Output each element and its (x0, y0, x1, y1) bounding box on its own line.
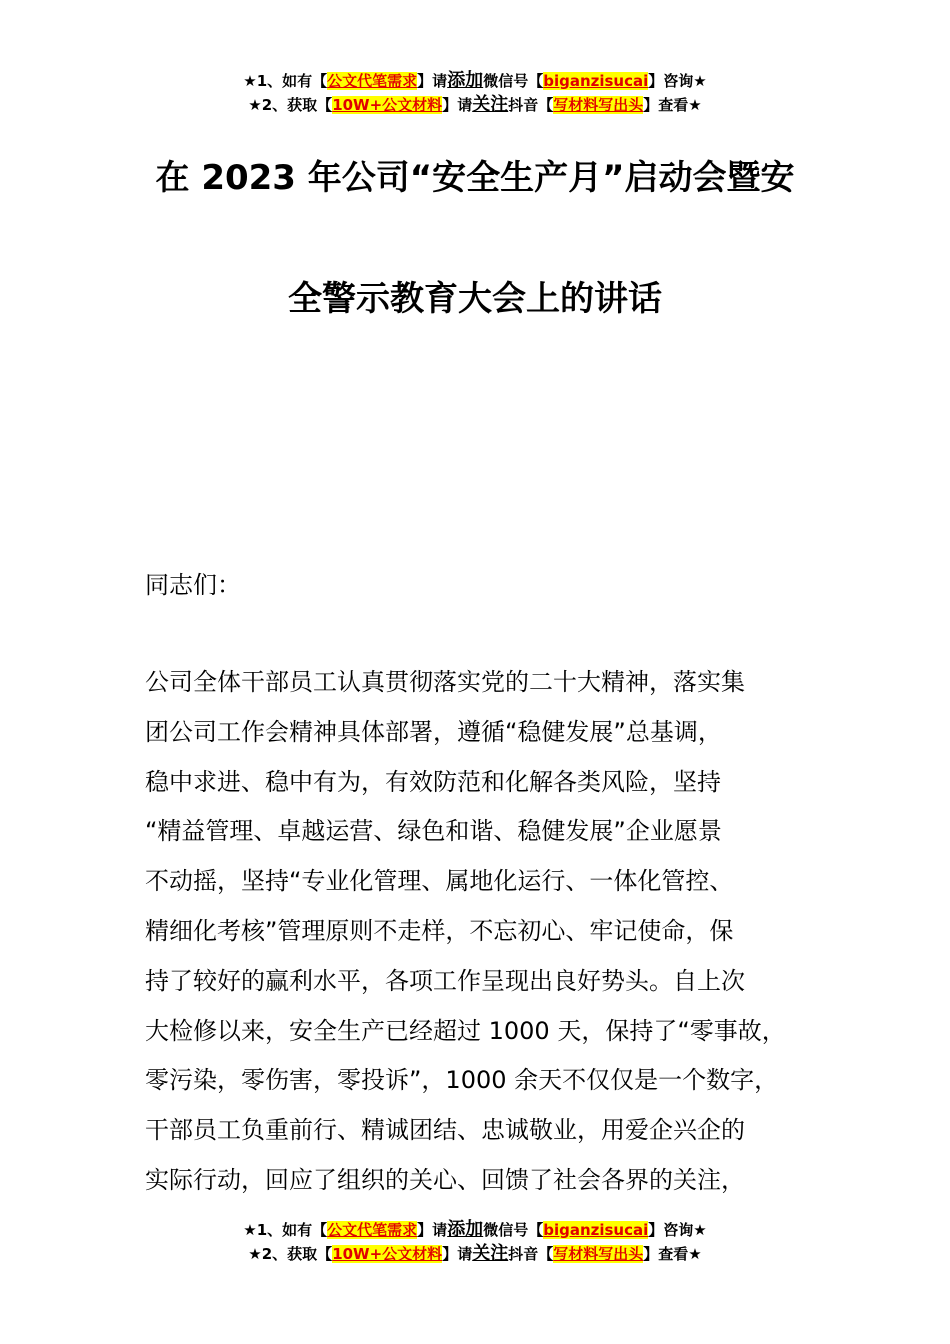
douyin-id: 写材料写出头 (553, 1245, 644, 1263)
body-line: 稳中求进、稳中有为，有效防范和化解各类风险，坚持 (145, 767, 721, 796)
banner-text: 抖音【 (508, 1245, 554, 1263)
title-line-1: 在 2023 年公司“安全生产月”启动会暨安 (155, 158, 795, 198)
banner-text: 】查看★ (643, 96, 702, 114)
wechat-id: biganzisucai (543, 1221, 649, 1239)
emphasis-text: 关注 (472, 94, 509, 115)
body-line: 不动摇，坚持“专业化管理、属地化运行、一体化管控、 (145, 867, 734, 896)
body-line: 大检修以来，安全生产已经超过 1000 天，保持了“零事故， (145, 1016, 786, 1045)
highlight-text: 10W+公文材料 (332, 1245, 443, 1263)
title-line-2: 全警示教育大会上的讲话 (288, 279, 662, 319)
body-line: 零污染，零伤害，零投诉”，1000 余天不仅仅是一个数字， (145, 1066, 779, 1095)
banner-text: 】请 (417, 1221, 448, 1239)
body-line: 干部员工负重前行、精诚团结、忠诚敬业，用爱企兴企的 (145, 1116, 745, 1145)
banner-text: ★2、获取【 (248, 1245, 333, 1263)
banner-text: 】请 (442, 1245, 473, 1263)
banner-text: ★1、如有【 (243, 72, 328, 90)
header-banner (0, 69, 950, 117)
body-text (145, 658, 786, 1206)
body-line: “精益管理、卓越运营、绿色和谐、稳健发展”企业愿景 (145, 817, 722, 846)
footer-banner (0, 1218, 950, 1266)
banner-line-2 (0, 93, 950, 117)
highlight-text: 公文代笔需求 (327, 72, 418, 90)
body-line: 实际行动，回应了组织的关心、回馈了社会各界的关注， (145, 1165, 745, 1194)
banner-text: 】查看★ (643, 1245, 702, 1263)
emphasis-text: 添加 (447, 1219, 484, 1240)
banner-text: 微信号【 (483, 1221, 544, 1239)
highlight-text: 10W+公文材料 (332, 96, 443, 114)
banner-text: 】请 (417, 72, 448, 90)
body-line: 持了较好的赢利水平，各项工作呈现出良好势头。自上次 (145, 966, 745, 995)
banner-line-1 (0, 69, 950, 93)
banner-text: ★1、如有【 (243, 1221, 328, 1239)
douyin-id: 写材料写出头 (553, 96, 644, 114)
body-line: 精细化考核”管理原则不走样，不忘初心、牢记使命，保 (145, 916, 734, 945)
emphasis-text: 添加 (447, 70, 484, 91)
banner-text: 】咨询★ (648, 72, 707, 90)
banner-text: ★2、获取【 (248, 96, 333, 114)
banner-text: 微信号【 (483, 72, 544, 90)
emphasis-text: 关注 (472, 1243, 509, 1264)
banner-text: 】请 (442, 96, 473, 114)
banner-line-1 (0, 1218, 950, 1242)
greeting: 同志们： (145, 571, 241, 599)
banner-line-2 (0, 1242, 950, 1266)
body-line: 公司全体干部员工认真贯彻落实党的二十大精神，落实集 (145, 668, 745, 696)
highlight-text: 公文代笔需求 (327, 1221, 418, 1239)
banner-text: 】咨询★ (648, 1221, 707, 1239)
body-line: 团公司工作会精神具体部署，遵循“稳健发展”总基调， (145, 717, 722, 746)
wechat-id: biganzisucai (543, 72, 649, 90)
banner-text: 抖音【 (508, 96, 554, 114)
